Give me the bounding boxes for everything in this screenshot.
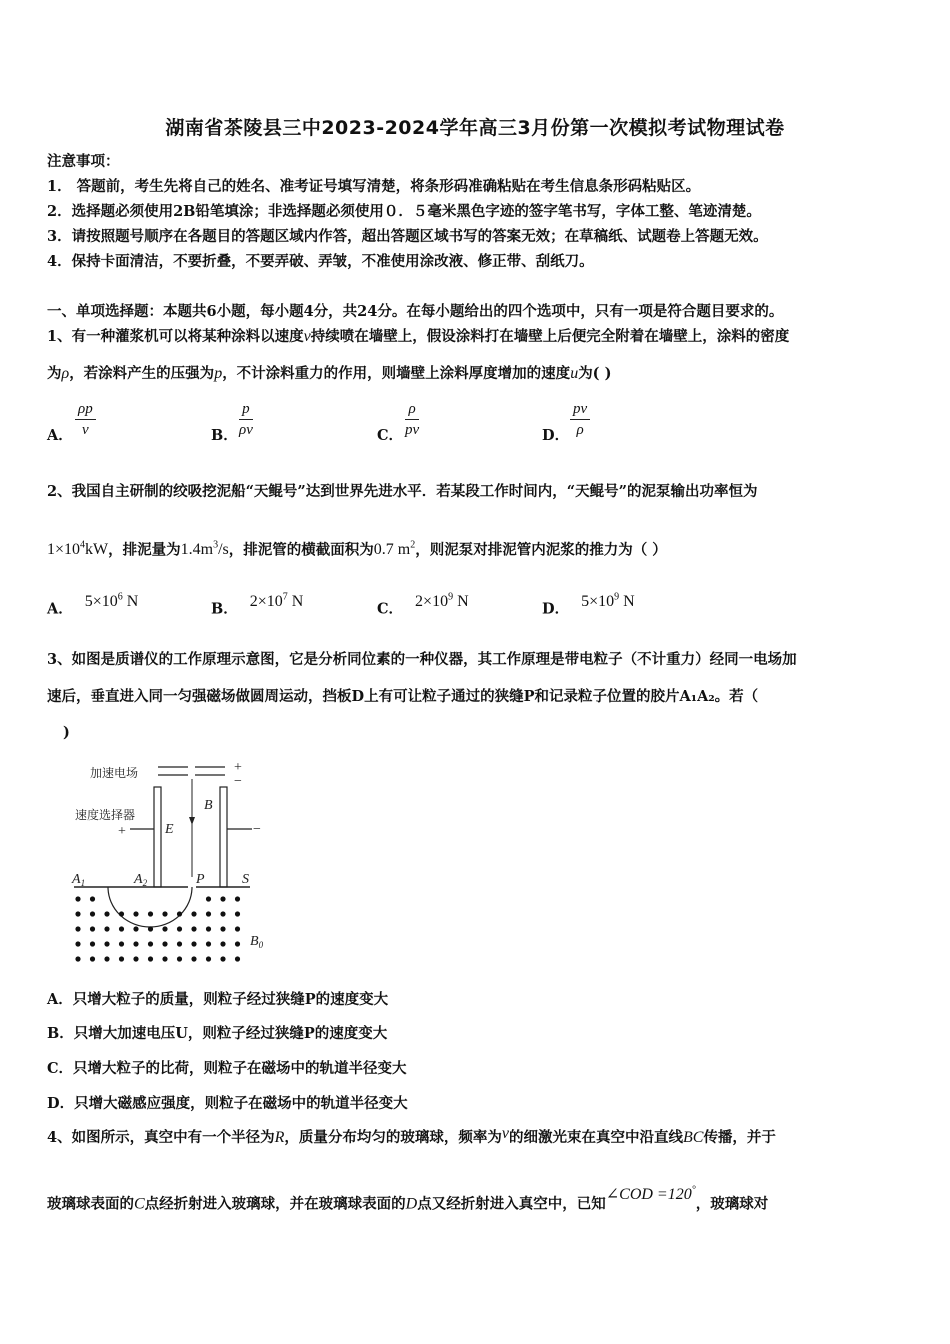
q4-text: ，玻璃球对 [695,1195,769,1213]
q3-line3: ) [63,724,70,741]
option-label: D． [542,427,570,444]
option-unit: N [291,593,304,611]
field-dot [235,911,240,916]
q2-option-c[interactable] [377,592,469,619]
mass-spectrometer-diagram [70,757,280,967]
field-dot [177,941,182,946]
A1-sub: 1 [80,878,86,888]
q2-line2 [47,536,667,560]
denominator: pv [405,422,420,438]
field-dot [119,911,124,916]
field-dot [220,941,225,946]
field-dot [119,956,124,961]
field-dot [75,956,80,961]
field-dot [119,941,124,946]
selector-plus: + [118,824,126,839]
q4-text: ，质量分布均匀的玻璃球，频率为 [284,1129,502,1146]
option-label: D． [542,600,570,618]
area-exp: 2 [410,540,416,551]
label-E: E [165,822,174,837]
q3-option-d[interactable]: D．只增大磁感应强度，则粒子在磁场中的轨道半径变大 [47,1095,408,1112]
option-label: A． [47,427,73,444]
label-A1 [71,872,85,888]
q4-text: 点又经折射进入真空中，已知 [417,1195,606,1213]
q4-var-D: D [405,1195,418,1213]
q4-var-BC: BC [682,1129,704,1146]
field-dot [148,911,153,916]
fraction [75,400,96,439]
field-dot [206,956,211,961]
selector-minus: − [253,822,261,837]
q1-text: 为 [47,365,62,382]
option-exp: 9 [448,592,454,603]
option-unit: N [457,593,469,611]
q1-text: ，不计涂料重力的作用，则墙壁上涂料厚度增加的速度 [222,365,571,382]
q1-text: 为( ) [578,365,612,382]
A1-letter: A [72,872,81,887]
q1-text: ，若涂料产生的压强为 [69,365,215,382]
numerator: ρp [78,401,93,417]
option-unit: N [126,593,139,611]
q2-line1: 2、我国自主研制的绞吸挖泥船“天鲲号”达到世界先进水平．若某段工作时间内，“天鲲号”的泥泵输出功率恒为 [47,483,758,500]
q4-var-C: C [134,1195,145,1213]
notice-item-4: 4．保持卡面清洁，不要折叠，不要弄破、弄皱，不准使用涂改液、修正带、刮纸刀。 [47,253,594,270]
q3-option-a[interactable]: A．只增大粒子的质量，则粒子经过狭缝P的速度变大 [47,991,389,1008]
field-dot [235,896,240,901]
option-base: 5×10 [581,593,615,611]
q3-option-b[interactable]: B．只增大加速电压U，则粒子经过狭缝P的速度变大 [47,1025,388,1042]
field-dot [177,956,182,961]
field-dot [206,926,211,931]
q4-text: 的细激光束在真空中沿直线 [508,1129,683,1146]
q1-line2 [47,364,611,384]
q2-text: ，则泥泵对排泥管内泥浆的推力为（ ） [415,541,667,559]
option-label: B． [211,600,238,618]
field-dot [148,941,153,946]
q4-line1 [47,1125,776,1148]
q2-option-a[interactable] [47,592,139,619]
q1-line1 [47,327,789,347]
field-dot [206,911,211,916]
numerator: pv [573,401,588,417]
field-dot [75,941,80,946]
accel-minus: − [234,774,242,789]
denominator: ρ [576,422,584,438]
field-dot [75,896,80,901]
q1-var-p: p [214,365,223,382]
field-dot [235,941,240,946]
option-label: A． [47,600,73,618]
field-dot [220,911,225,916]
field-dot [162,911,167,916]
option-base: 2×10 [249,593,283,611]
q4-text: 点经折射进入玻璃球，并在玻璃球表面的 [144,1195,406,1213]
q4-angle [606,1186,696,1203]
notice-item-2: 2．选择题必须使用2B铅笔填涂；非选择题必须使用０．５毫米黑色字迹的签字笔书写，字体工整、笔迹清楚。 [47,203,761,220]
field-dot [133,911,138,916]
field-dot [75,926,80,931]
field-dot [148,926,153,931]
q1-var-v: v [303,328,311,345]
q2-power [47,541,108,558]
field-dot [177,911,182,916]
field-dot [235,956,240,961]
B0-sub: 0 [258,940,264,950]
accel-field-label: 加速电场 [90,766,139,780]
field-dot [75,911,80,916]
field-dot [220,896,225,901]
field-dot [206,896,211,901]
field-dot [177,926,182,931]
field-dot [90,896,95,901]
q1-var-u: u [570,365,579,382]
field-dot [104,911,109,916]
q2-flow [181,541,229,558]
numerator: ρ [408,401,416,417]
field-dot [90,956,95,961]
q3-line1: 3、如图是质谱仪的工作原理示意图，它是分析同位素的一种仪器，其工作原理是带电粒子（不计重力）经同一电场加 [47,651,797,668]
field-dot [90,911,95,916]
field-dot [206,941,211,946]
label-B0 [250,934,264,950]
angle-value: ∠COD =120 [605,1186,692,1204]
field-dot [104,926,109,931]
option-label: C． [377,427,404,444]
q2-area [374,541,415,558]
option-exp: 7 [282,592,288,603]
field-dot [90,926,95,931]
q1-var-rho: ρ [61,365,70,382]
notice-item-1: 1． 答题前，考生先将自己的姓名、准考证号填写清楚，将条形码准确粘贴在考生信息条形码粘贴区。 [47,178,701,195]
option-base: 2×10 [415,593,449,611]
power-base: 1×10 [47,541,81,559]
q1-text: 持续喷在墙壁上，假设涂料打在墙壁上后便完全附着在墙壁上，涂料的密度 [310,328,790,345]
label-B: B [204,798,213,813]
q2-option-b[interactable] [211,592,304,619]
option-label: C． [377,600,404,618]
field-dot [162,941,167,946]
power-exp: 4 [80,540,86,551]
option-label: B． [211,427,238,444]
q4-var-R: R [274,1129,285,1146]
field-dot [90,941,95,946]
q1-text: 1、有一种灌浆机可以将某种涂料以速度 [47,328,304,345]
label-S: S [242,872,249,887]
notice-heading: 注意事项： [47,153,120,170]
A2-letter: A [134,872,143,887]
magnetic-field-dots [75,896,240,961]
label-A2 [133,872,148,888]
field-dot [191,956,196,961]
field-dot [119,926,124,931]
angle-degree: ° [691,1185,696,1196]
option-exp: 6 [117,592,123,603]
fraction [405,400,419,439]
option-exp: 9 [614,592,620,603]
q2-text: ，排泥量为 [108,541,181,559]
field-dot [220,926,225,931]
A2-sub: 2 [142,878,148,888]
field-dot [191,911,196,916]
q4-text: 传播，并于 [703,1129,776,1146]
flow-unit: /s [218,541,229,559]
power-unit: kW [85,541,109,559]
q4-text: 4、如图所示，真空中有一个半径为 [47,1129,275,1146]
flow-exp: 3 [213,540,219,551]
field-dot [162,956,167,961]
accel-plus: + [234,760,242,775]
fraction [239,400,253,439]
fraction [570,400,590,439]
field-dot [220,956,225,961]
velocity-selector-label: 速度选择器 [75,808,136,822]
field-dot [148,956,153,961]
field-dot [133,941,138,946]
field-dot [191,941,196,946]
label-P: P [196,872,205,887]
B0-letter: B [250,934,259,949]
page-title: 湖南省茶陵县三中2023-2024学年高三3月份第一次模拟考试物理试卷 [165,117,785,139]
field-dot [133,956,138,961]
field-dot [235,926,240,931]
flow-base: 1.4m [180,541,214,559]
denominator: v [82,422,89,438]
q2-option-d[interactable] [542,592,635,619]
q3-option-c[interactable]: C．只增大粒子的比荷，则粒子在磁场中的轨道半径变大 [47,1060,407,1077]
field-dot [104,956,109,961]
field-dot [191,926,196,931]
q2-text: ，排泥管的横截面积为 [228,541,374,559]
field-dot [104,941,109,946]
q4-text: 玻璃球表面的 [47,1195,134,1213]
numerator: p [242,401,250,417]
field-dot [162,926,167,931]
field-dot [133,926,138,931]
q4-line2 [47,1185,769,1214]
area-base: 0.7 m [373,541,411,559]
section-heading: 一、单项选择题：本题共6小题，每小题4分，共24分。在每小题给出的四个选项中，只有一项是符合题目要求的。 [47,303,784,320]
q4-var-nu: ν [501,1125,509,1142]
notice-item-3: 3．请按照题号顺序在各题目的答题区域内作答，超出答题区域书写的答案无效；在草稿纸、试题卷上答题无效。 [47,228,768,245]
denominator: ρv [239,422,253,438]
option-base: 5×10 [84,593,118,611]
q3-line2: 速后，垂直进入同一匀强磁场做圆周运动，挡板D上有可让粒子通过的狭缝P和记录粒子位置的胶片A₁A₂。若（ [47,688,759,705]
option-unit: N [623,593,635,611]
